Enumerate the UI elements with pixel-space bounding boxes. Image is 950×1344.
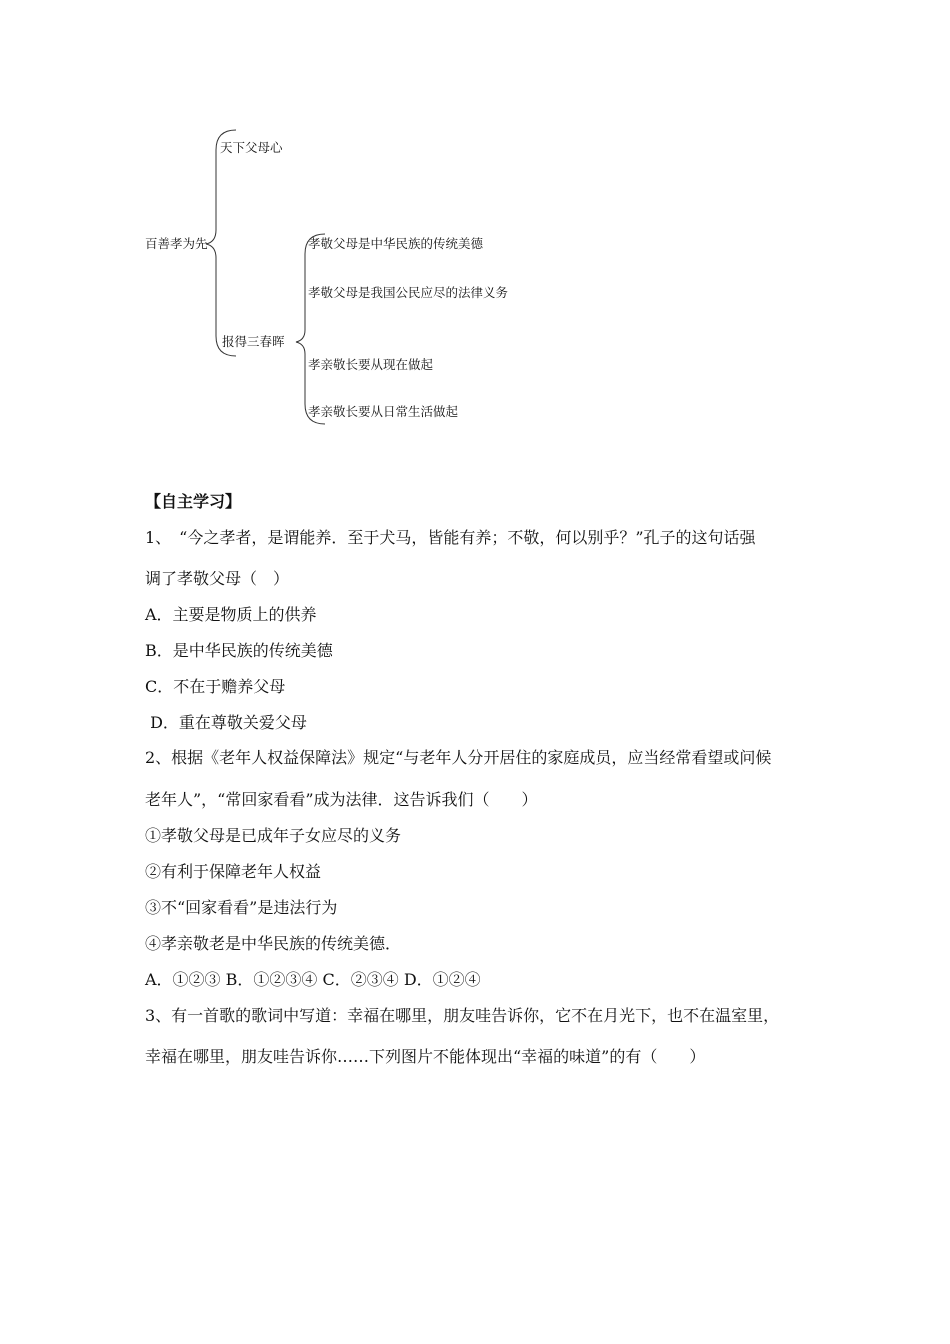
question-3-stem-line-2: 幸福在哪里，朋友哇告诉你……下列图片不能体现出“幸福的味道”的有（ ） — [145, 1047, 706, 1066]
question-1-option-d: D．重在尊敬关爱父母 — [145, 713, 307, 732]
question-2-statement-2: ②有利于保障老年人权益 — [145, 862, 322, 881]
mindmap-leaf-3: 孝亲敬长要从现在做起 — [308, 357, 434, 372]
mindmap-root: 百善孝为先 — [145, 236, 208, 251]
question-1-option-c: C．不在于赡养父母 — [145, 677, 286, 696]
mindmap-branch-2: 报得三春晖 — [222, 334, 285, 349]
question-2-stem-line-1: 2、根据《老年人权益保障法》规定“与老年人分开居住的家庭成员，应当经常看望或问候 — [145, 748, 772, 767]
question-1-stem-line-1: 1、 “今之孝者，是谓能养．至于犬马，皆能有养；不敬，何以别乎？”孔子的这句话强 — [145, 528, 756, 547]
question-1-stem-line-2: 调了孝敬父母（ ） — [145, 569, 290, 588]
question-2-stem-line-2: 老年人”，“常回家看看”成为法律．这告诉我们（ ） — [145, 790, 538, 809]
mindmap-braces — [0, 0, 950, 440]
mindmap-leaf-4: 孝亲敬长要从日常生活做起 — [308, 404, 459, 419]
section-title: 【自主学习】 — [145, 492, 242, 511]
root-brace — [206, 130, 236, 356]
question-2-statement-1: ①孝敬父母是已成年子女应尽的义务 — [145, 826, 402, 845]
question-2-options: A．①②③ B．①②③④ C．②③④ D．①②④ — [145, 970, 481, 989]
question-2-statement-4: ④孝亲敬老是中华民族的传统美德． — [145, 934, 402, 953]
question-1-option-a: A．主要是物质上的供养 — [145, 605, 317, 624]
mindmap-branch-1: 天下父母心 — [220, 140, 283, 155]
question-2-statement-3: ③不“回家看看”是违法行为 — [145, 898, 338, 917]
mindmap-leaf-2: 孝敬父母是我国公民应尽的法律义务 — [308, 285, 509, 300]
question-3-stem-line-1: 3、有一首歌的歌词中写道：幸福在哪里，朋友哇告诉你，它不在月光下，也不在温室里， — [145, 1006, 780, 1025]
question-1-option-b: B．是中华民族的传统美德 — [145, 641, 333, 660]
mindmap-leaf-1: 孝敬父母是中华民族的传统美德 — [308, 236, 484, 251]
branch2-brace — [296, 234, 325, 424]
